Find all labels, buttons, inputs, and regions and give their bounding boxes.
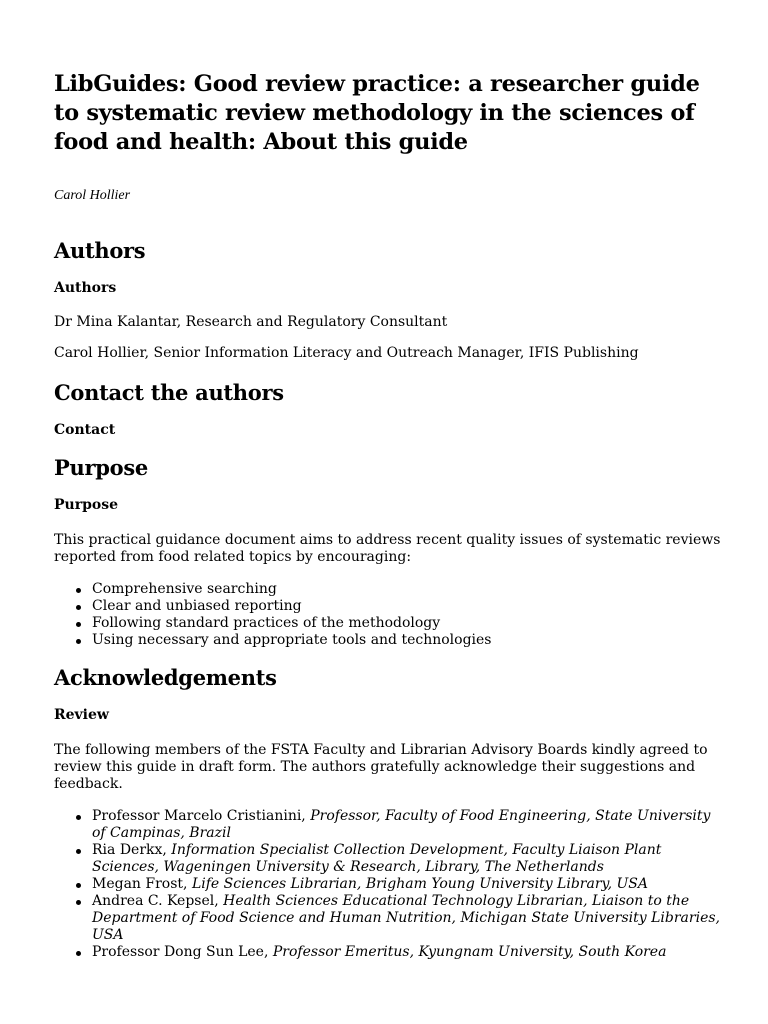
reviewer-name: Professor Dong Sun Lee, (92, 944, 273, 960)
document-page (54, 70, 724, 961)
contact-heading: Contact the authors (54, 380, 284, 405)
authors-heading: Authors (54, 238, 146, 263)
contact-subheading: Contact (54, 422, 116, 438)
reviewer-name: Professor Marcelo Cristianini, (92, 808, 311, 824)
acknowledgements-heading: Acknowledgements (54, 665, 277, 690)
bullet-icon (76, 815, 81, 820)
acknowledgements-intro: The following members of the FSTA Faculty and Librarian Advisory Boards kindly agreed to review this guide in draft form. The authors gratefully acknowledge their suggestions and feedback. (54, 742, 708, 792)
list-item-text: Using necessary and appropriate tools and technologies (92, 632, 492, 648)
list-item (92, 808, 724, 842)
reviewer-role: Information Specialist Collection Development, Faculty Liaison Plant Sciences, Wageningen University & Research, Library, The Netherlands (92, 842, 662, 875)
purpose-subheading: Purpose (54, 497, 118, 513)
page-title: LibGuides: Good review practice: a researcher guide to systematic review methodology in the sciences of food and health: About this guide (54, 71, 700, 155)
reviewer-role: Life Sciences Librarian, Brigham Young University Library, USA (191, 876, 648, 892)
bullet-icon (76, 639, 81, 644)
bullet-icon (76, 951, 81, 956)
document-author: Carol Hollier (54, 188, 131, 203)
list-item (92, 842, 724, 876)
purpose-heading: Purpose (54, 455, 148, 480)
list-item-text: Following standard practices of the methodology (92, 615, 441, 631)
reviewer-role: Professor Emeritus, Kyungnam University, South Korea (272, 944, 667, 960)
bullet-icon (76, 588, 81, 593)
bullet-icon (76, 849, 81, 854)
reviewer-list (54, 808, 724, 961)
reviewer-name: Megan Frost, (92, 876, 192, 892)
author-line-1: Dr Mina Kalantar, Research and Regulatory Consultant (54, 314, 448, 330)
bullet-icon (76, 622, 81, 627)
list-item (92, 632, 724, 649)
list-item (92, 893, 724, 944)
list-item (92, 944, 724, 961)
author-line-2: Carol Hollier, Senior Information Literacy and Outreach Manager, IFIS Publishing (54, 345, 639, 361)
reviewer-name: Andrea C. Kepsel, (92, 893, 224, 909)
bullet-icon (76, 605, 81, 610)
list-item (92, 598, 724, 615)
list-item (92, 876, 724, 893)
bullet-icon (76, 900, 81, 905)
reviewer-role: Health Sciences Educational Technology Librarian, Liaison to the Department of Food Science and Human Nutrition, Michigan State University Libraries, USA (92, 893, 720, 943)
list-item-text: Comprehensive searching (92, 581, 277, 597)
reviewer-role: Professor, Faculty of Food Engineering, State University of Campinas, Brazil (92, 808, 711, 841)
list-item-text: Clear and unbiased reporting (92, 598, 302, 614)
authors-subheading: Authors (54, 280, 117, 296)
bullet-icon (76, 883, 81, 888)
list-item (92, 581, 724, 598)
list-item (92, 615, 724, 632)
purpose-intro: This practical guidance document aims to address recent quality issues of systematic reviews reported from food related topics by encouraging: (54, 532, 721, 565)
reviewer-name: Ria Derkx, (92, 842, 172, 858)
review-subheading: Review (54, 707, 109, 723)
purpose-list (54, 581, 724, 649)
